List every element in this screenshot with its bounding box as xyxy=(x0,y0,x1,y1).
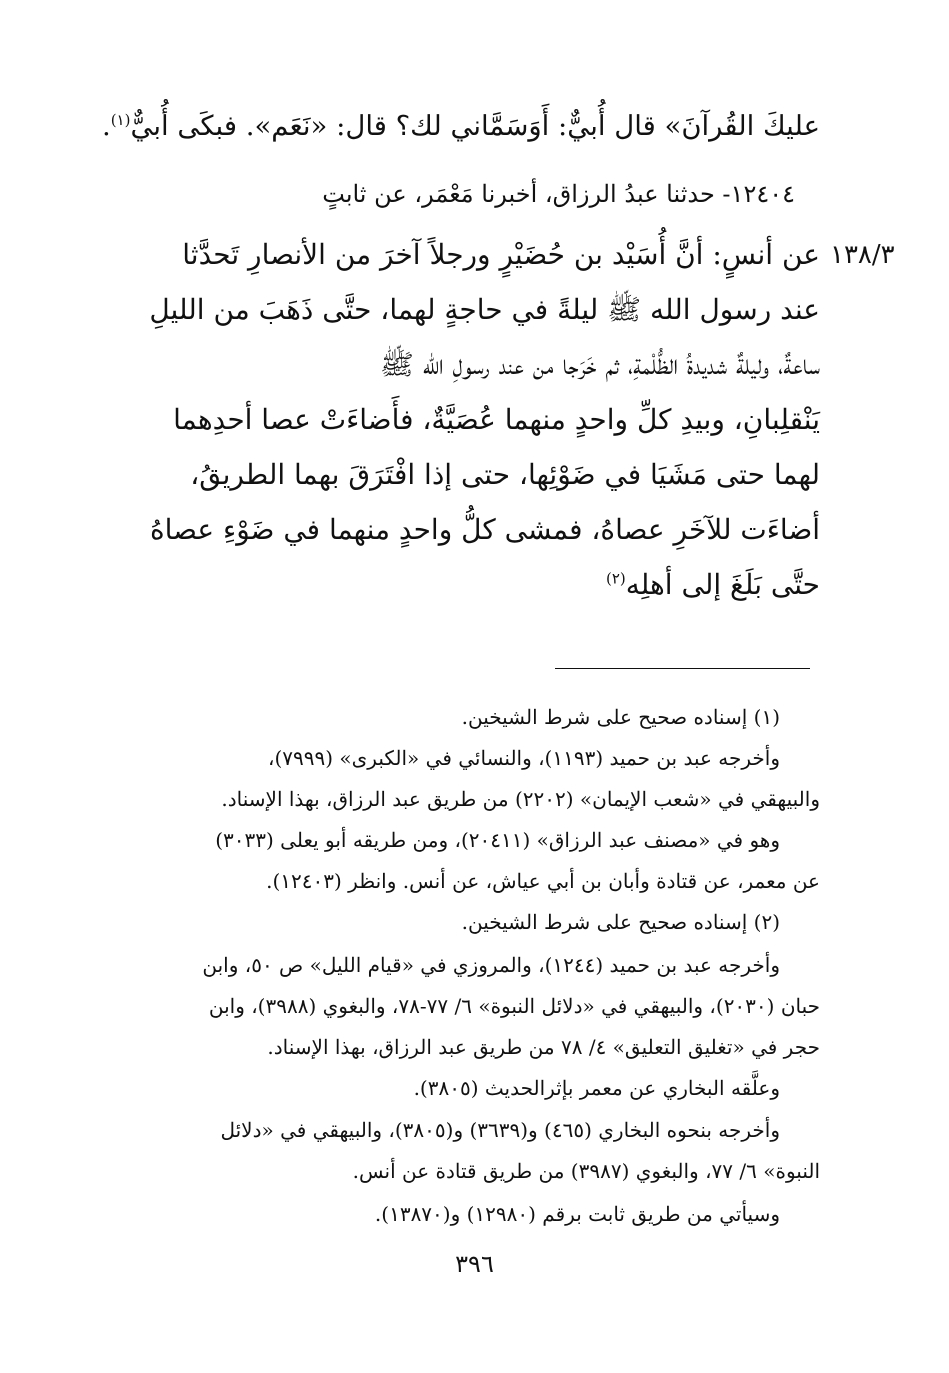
footnote-divider xyxy=(555,668,810,669)
footnote-line-1: (١) إسناده صحيح على شرط الشيخين. xyxy=(461,705,780,729)
main-line-3: عن أنسٍ: أنَّ أُسَيْد بن حُضَيْرٍ ورجلاً آخرَ من الأنصارِ تَحدَّثا xyxy=(182,238,820,271)
footnote-line-4: وهو في «مصنف عبد الرزاق» (٢٠٤١١)، ومن طريقه أبو يعلى (٣٠٣٣) xyxy=(215,828,780,852)
hadith-heading: ١٢٤٠٤- حدثنا عبدُ الرزاق، أخبرنا مَعْمَر، عن ثابتٍ xyxy=(322,180,795,208)
footnote-line-9: حجر في «تغليق التعليق» ٤/ ٧٨ من طريق عبد الرزاق، بهذا الإسناد. xyxy=(267,1035,820,1059)
footnote-line-6: (٢) إسناده صحيح على شرط الشيخين. xyxy=(461,910,780,934)
main-line-9: حتَّى بَلَغَ إلى أهلِه$^{(٢)}$ xyxy=(605,568,820,601)
footnote-line-3: والبيهقي في «شعب الإيمان» (٢٢٠٢) من طريق عبد الرزاق، بهذا الإسناد. xyxy=(221,787,820,811)
volume-page-reference: ١٣٨/٣ xyxy=(830,240,895,270)
main-line-8: أضاءَت للآخَرِ عصاهُ، فمشى كلُّ واحدٍ منهما في ضَوْءِ عصاهُ xyxy=(149,513,820,546)
main-line-1: عليكَ القُرآنَ» قال أُبيٌّ: أَوَسَمَّاني لك؟ قال: «نَعَم». فبكَى أُبيٌّ$^{(١)}$. xyxy=(101,110,820,142)
footnote-line-13: وسيأتي من طريق ثابت برقم (١٢٩٨٠) و(١٣٨٧٠). xyxy=(374,1202,780,1226)
main-line-4: عند رسول الله ﷺ ليلةً في حاجةٍ لهما، حتَّى ذَهَبَ من الليلِ xyxy=(149,293,820,326)
footnote-line-10: وعلَّقه البخاري عن معمر بإثرالحديث (٣٨٠٥). xyxy=(413,1076,780,1100)
main-line-6: يَنْقلِبانِ، وبيدِ كلِّ واحدٍ منهما عُصَيَّةٌ، فأَضاءَتْ عصا أحدِهما xyxy=(173,403,820,436)
footnote-line-8: حبان (٢٠٣٠)، والبيهقي في «دلائل النبوة» ٦/ ٧٧-٧٨، والبغوي (٣٩٨٨)، وابن xyxy=(208,994,820,1018)
main-line-5: ساعةٌ، وليلةٌ شديدةُ الظُّلْمةِ، ثم خَرَجا من عند رسولِ الله ﷺ xyxy=(379,348,820,381)
page-number: ٣٩٦ xyxy=(455,1250,494,1278)
footnote-line-5: عن معمر، عن قتادة وأبان بن أبي عياش، عن أنس. وانظر (١٢٤٠٣). xyxy=(266,869,820,893)
footnote-line-2: وأخرجه عبد بن حميد (١١٩٣)، والنسائي في «الكبرى» (٧٩٩٩)، xyxy=(268,746,780,770)
footnote-mark-1[interactable]: (١) xyxy=(110,110,131,129)
footnote-line-7: وأخرجه عبد بن حميد (١٢٤٤)، والمروزي في «قيام الليل» ص ٥٠، وابن xyxy=(202,953,780,977)
main-line-7: لهما حتى مَشَيَا في ضَوْئِها، حتى إذا افْتَرَقَ بهما الطريقُ، xyxy=(190,458,820,491)
footnote-line-12: النبوة» ٦/ ٧٧، والبغوي (٣٩٨٧) من طريق قتادة عن أنس. xyxy=(352,1159,820,1183)
footnote-mark-2[interactable]: (٢) xyxy=(605,569,626,588)
footnote-line-11: وأخرجه بنحوه البخاري (٤٦٥) و(٣٦٣٩) و(٣٨٠٥)، والبيهقي في «دلائل xyxy=(220,1118,780,1142)
